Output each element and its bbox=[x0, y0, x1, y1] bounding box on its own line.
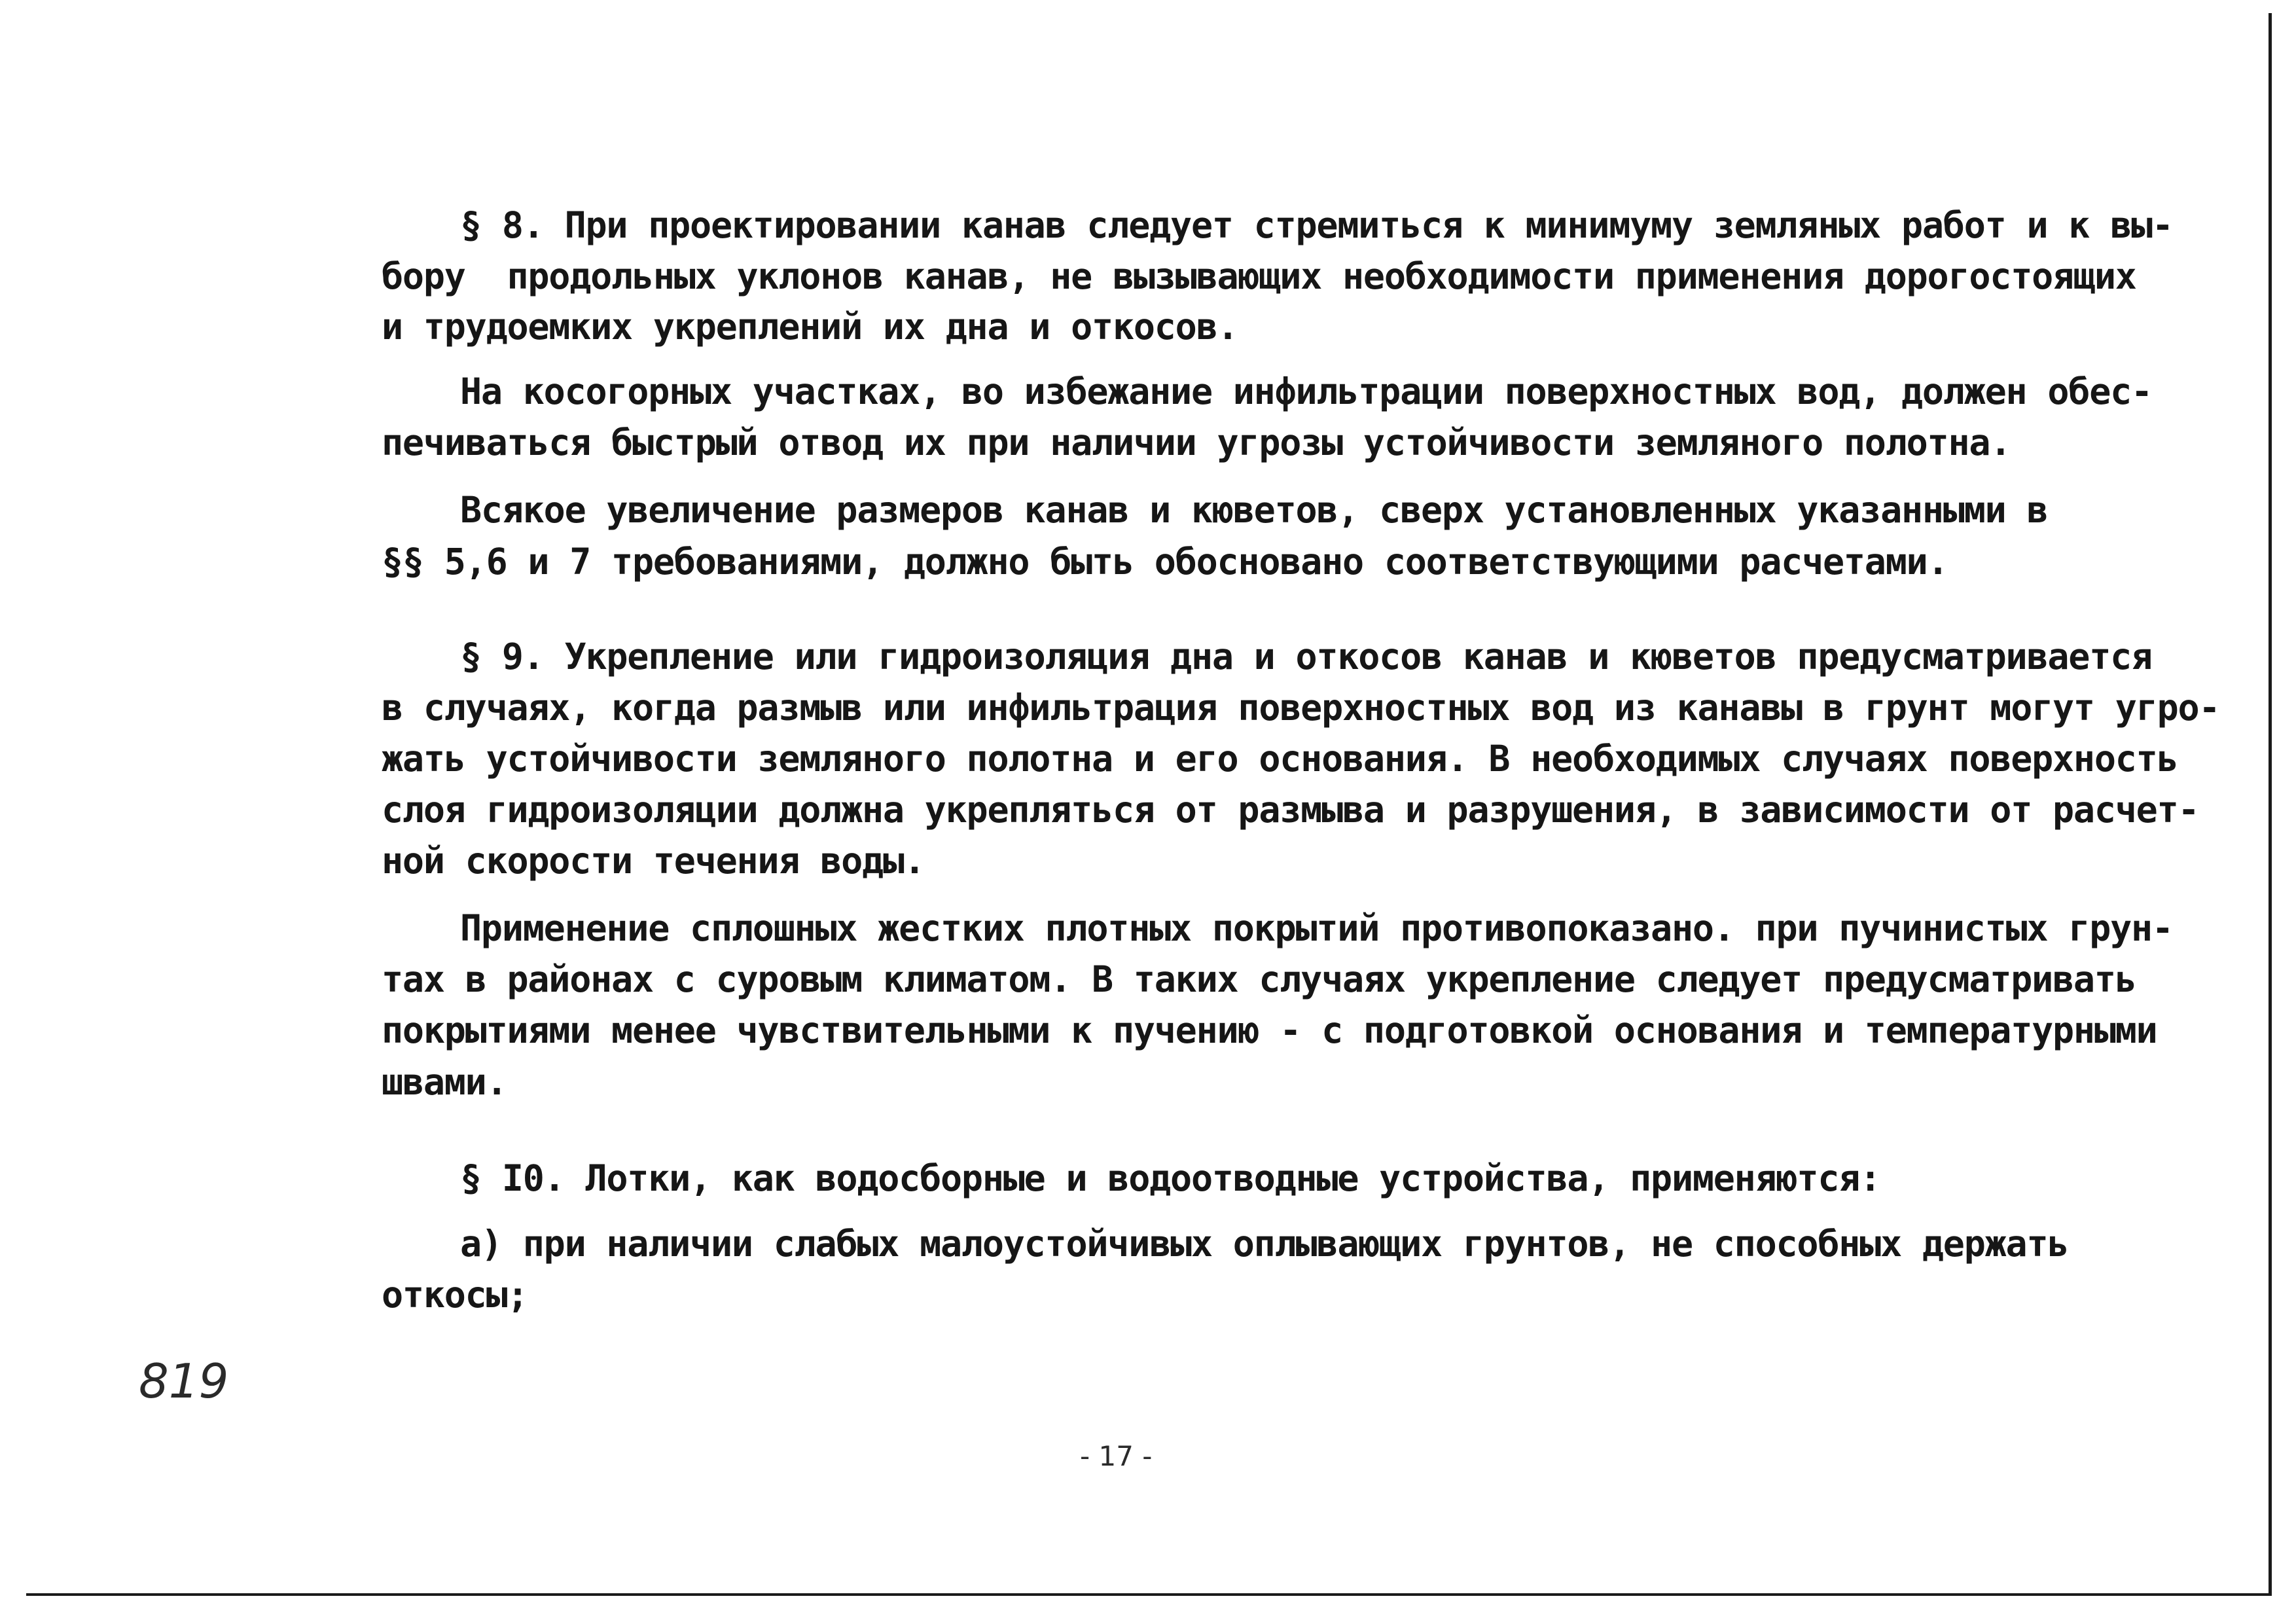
page-number: - 17 - bbox=[1080, 1440, 1153, 1472]
section-9-line-3: жать устойчивости земляного полотна и его основания. В необходимых случаях поверхность bbox=[382, 738, 2178, 780]
section-9-para-2-line-3: покрытиями менее чувствительными к пучению - с подготовкой основания и температурными bbox=[382, 1009, 2157, 1051]
section-8-para-2-line-2: печиваться быстрый отвод их при наличии угрозы устойчивости земляного полотна. bbox=[382, 422, 2011, 463]
section-8-para-2-line-1: На косогорных участках, во избежание инфильтрации поверхностных вод, должен обес- bbox=[460, 370, 2152, 412]
margin-note: 819 bbox=[139, 1354, 229, 1409]
section-9-line-2: в случаях, когда размыв или инфильтрация поверхностных вод из канавы в грунт могут угро- bbox=[382, 687, 2220, 729]
section-9-para-2-line-2: тах в районах с суровым климатом. В таких случаях укрепление следует предусматривать bbox=[382, 958, 2136, 1000]
section-9-line-4: слоя гидроизоляции должна укрепляться от размыва и разрушения, в зависимости от расчет- bbox=[382, 789, 2199, 831]
section-8-para-3-line-1: Всякое увеличение размеров канав и кюветов, сверх установленных указанными в bbox=[460, 489, 2048, 531]
section-9-para-2-line-1: Применение сплошных жестких плотных покрытий противопоказано. при пучинистых грун- bbox=[460, 907, 2173, 949]
section-8-line-1: § 8. При проектировании канав следует стремиться к минимуму земляных работ и к вы- bbox=[460, 204, 2173, 246]
section-9-line-5: ной скорости течения воды. bbox=[382, 840, 925, 882]
section-10-item-a-line-2: откосы; bbox=[382, 1274, 528, 1316]
bottom-border-line bbox=[26, 1593, 2272, 1596]
section-9-line-1: § 9. Укрепление или гидроизоляция дна и откосов канав и кюветов предусматривается bbox=[460, 636, 2152, 677]
right-border-line bbox=[2269, 13, 2272, 1596]
section-8-line-2: бору продольных уклонов канав, не вызывающих необходимости применения дорогостоящих bbox=[382, 255, 2136, 297]
section-8-line-3: и трудоемких укреплений их дна и откосов. bbox=[382, 306, 1238, 348]
section-8-para-3-line-2: §§ 5,6 и 7 требованиями, должно быть обосновано соответствующими расчетами. bbox=[382, 541, 1948, 583]
section-10-line-1: § I0. Лотки, как водосборные и водоотводные устройства, применяются: bbox=[460, 1157, 1881, 1199]
section-9-para-2-line-4: швами. bbox=[382, 1061, 507, 1103]
section-10-item-a-line-1: а) при наличии слабых малоустойчивых оплывающих грунтов, не способных держать bbox=[460, 1223, 2069, 1265]
